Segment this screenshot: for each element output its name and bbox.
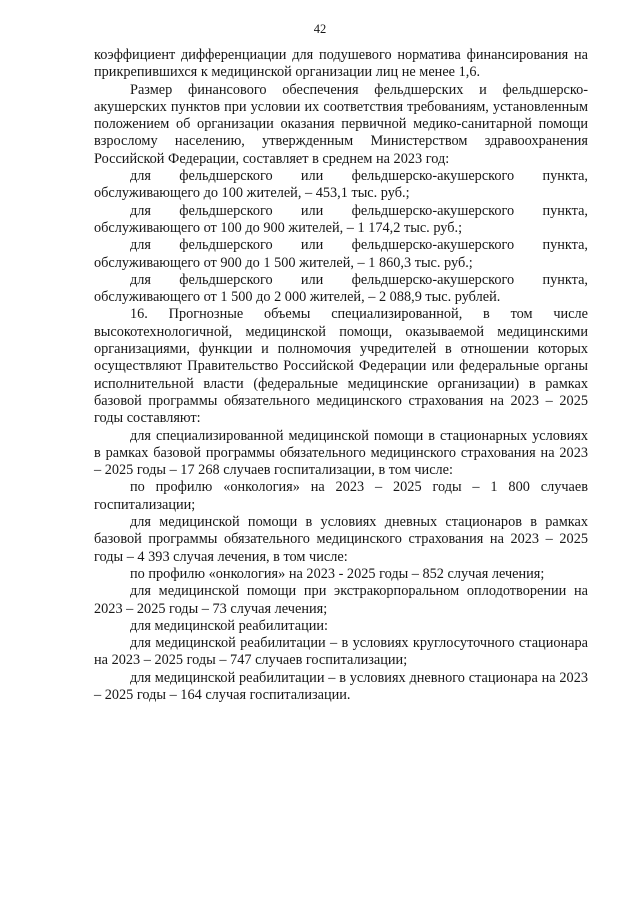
paragraph-rehabilitation-heading: для медицинской реабилитации: — [130, 617, 328, 634]
paragraph-ivf: для медицинской помощи при экстракорпоральном оплодотворении на 2023 – 2025 годы – 73 случая лечения; — [94, 583, 588, 617]
page-number: 42 — [313, 22, 327, 36]
paragraph-fap-100-to-900: для фельдшерского или фельдшерско-акушерского пункта, обслуживающего от 100 до 900 жителей, – 1 174,2 тыс. руб.; — [94, 202, 588, 236]
paragraph-fap-funding-intro: Размер финансового обеспечения фельдшерских и фельдшерско-акушерских пунктов при условии их соответствия требованиям, установленным положением об организации оказания первичной медико-санитарной помощи взрослому населению, утвержденным Министерством здравоохранения Российской Федерации, составляет в среднем на 2023 год: — [94, 81, 588, 167]
document-body — [94, 47, 588, 704]
paragraph-fap-up-to-100: для фельдшерского или фельдшерско-акушерского пункта, обслуживающего до 100 жителей, – 453,1 тыс. руб.; — [94, 168, 588, 202]
paragraph-day-hospital-oncology: по профилю «онкология» на 2023 - 2025 годы – 852 случая лечения; — [130, 565, 545, 582]
paragraph-rehabilitation-day: для медицинской реабилитации – в условиях дневного стационара на 2023 – 2025 годы – 164 случая госпитализации. — [94, 669, 588, 703]
paragraph-rehabilitation-inpatient: для медицинской реабилитации – в условиях круглосуточного стационара на 2023 – 2025 годы – 747 случаев госпитализации; — [94, 635, 588, 669]
paragraph-fap-1500-to-2000: для фельдшерского или фельдшерско-акушерского пункта, обслуживающего от 1 500 до 2 000 жителей, – 2 088,9 тыс. рублей. — [94, 271, 588, 306]
paragraph-inpatient-care: для специализированной медицинской помощи в стационарных условиях в рамках базовой программы обязательного медицинского страхования на 2023 – 2025 годы – 17 268 случаев госпитализации, в том числе: — [94, 427, 588, 479]
paragraph-coefficient-continuation: коэффициент дифференциации для подушевого норматива финансирования на прикрепившихся к медицинской организации лиц не менее 1,6. — [94, 47, 588, 81]
paragraph-inpatient-oncology: по профилю «онкология» на 2023 – 2025 годы – 1 800 случаев госпитализации; — [94, 479, 588, 513]
paragraph-fap-900-to-1500: для фельдшерского или фельдшерско-акушерского пункта, обслуживающего от 900 до 1 500 жителей, – 1 860,3 тыс. руб.; — [94, 237, 588, 271]
paragraph-section-16: 16. Прогнозные объемы специализированной, в том числе высокотехнологичной, медицинской помощи, оказываемой медицинскими организациями, функции и полномочия учредителей в отношении которых осуществляют Правительство Российской Федерации или федеральные органы исполнительной власти (федеральные медицинские организации) в рамках базовой программы обязательного медицинского страхования на 2023 – 2025 годы составляют: — [94, 306, 588, 427]
paragraph-day-hospital: для медицинской помощи в условиях дневных стационаров в рамках базовой программы обязательного медицинского страхования на 2023 – 2025 годы – 4 393 случая лечения, в том числе: — [94, 514, 588, 565]
